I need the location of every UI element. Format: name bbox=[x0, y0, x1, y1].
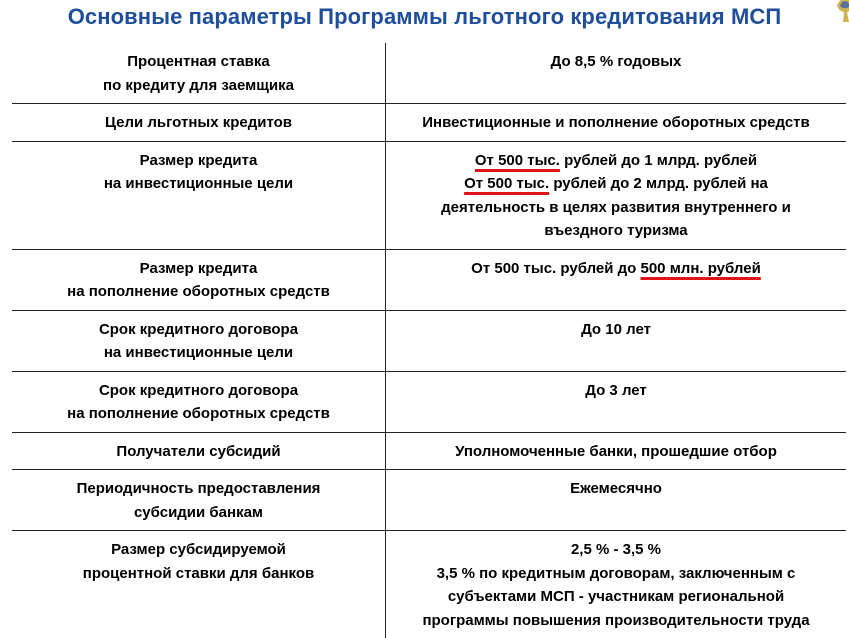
highlighted-value: От 500 тыс. bbox=[464, 175, 550, 192]
parameter-name-cell bbox=[12, 531, 386, 638]
parameter-name-line: на пополнение оборотных средств bbox=[67, 405, 330, 422]
parameter-name-line: процентной ставки для банков bbox=[82, 564, 315, 582]
parameter-name-cell bbox=[12, 142, 386, 249]
parameter-name-line: Цели льготных кредитов bbox=[104, 114, 292, 131]
table-row bbox=[12, 311, 846, 372]
value-text: рублей до 2 млрд. рублей на bbox=[549, 175, 768, 192]
value-text: деятельность в целях развития внутреннего и bbox=[441, 198, 791, 216]
parameter-name-line: Срок кредитного договора bbox=[98, 381, 299, 399]
emblem-icon bbox=[835, 0, 849, 26]
value-text: въездного туризма bbox=[544, 222, 688, 239]
parameter-name-line: на пополнение оборотных средств bbox=[67, 283, 330, 300]
value-text: До 8,5 % годовых bbox=[550, 53, 682, 70]
parameter-value-line bbox=[390, 257, 842, 281]
value-text: До 10 лет bbox=[581, 320, 651, 338]
parameter-value-line bbox=[390, 440, 842, 464]
page-title: Основные параметры Программы льготного кредитования МСП bbox=[67, 4, 782, 29]
parameter-value-cell bbox=[386, 531, 846, 638]
table-row bbox=[12, 250, 846, 311]
parameter-value-cell bbox=[386, 104, 846, 141]
value-text: Инвестиционные и пополнение оборотных средств bbox=[422, 114, 810, 131]
value-text: программы повышения производительности труда bbox=[422, 611, 810, 629]
parameter-value-line bbox=[390, 196, 842, 220]
parameter-name-cell bbox=[12, 433, 386, 470]
parameter-value-line bbox=[390, 318, 842, 342]
parameters-table bbox=[12, 43, 846, 638]
parameter-name-line: на инвестиционные цели bbox=[103, 175, 294, 192]
parameter-value-line bbox=[390, 219, 842, 243]
table-row bbox=[12, 372, 846, 433]
parameter-name-line: Размер субсидируемой bbox=[111, 541, 286, 558]
parameter-name-cell bbox=[12, 43, 386, 103]
parameter-name-cell bbox=[12, 470, 386, 530]
parameter-value-cell bbox=[386, 43, 846, 103]
parameter-name-line: Размер кредита bbox=[139, 151, 258, 169]
table-row bbox=[12, 433, 846, 471]
parameter-value-cell bbox=[386, 470, 846, 530]
value-text: До 3 лет bbox=[585, 381, 647, 399]
parameter-value-line bbox=[390, 111, 842, 135]
parameter-value-cell bbox=[386, 372, 846, 432]
value-text: Ежемесячно bbox=[570, 480, 662, 497]
parameter-value-line bbox=[390, 609, 842, 633]
parameter-name-line: субсидии банкам bbox=[133, 503, 264, 521]
parameter-value-line bbox=[390, 538, 842, 562]
highlighted-value: 500 млн. рублей bbox=[640, 259, 761, 277]
parameter-value-line bbox=[390, 477, 842, 501]
table-row bbox=[12, 531, 846, 638]
parameter-value-line bbox=[390, 50, 842, 74]
parameter-name-line: Периодичность предоставления bbox=[76, 480, 321, 497]
parameter-name-line: Размер кредита bbox=[139, 259, 258, 277]
value-text: субъектами МСП - участникам региональной bbox=[447, 588, 785, 605]
table-row bbox=[12, 43, 846, 104]
parameter-name-cell bbox=[12, 311, 386, 371]
value-text: 2,5 % - 3,5 % bbox=[570, 541, 662, 558]
parameter-value-line bbox=[390, 149, 842, 173]
parameter-value-line bbox=[390, 585, 842, 609]
parameter-value-cell bbox=[386, 250, 846, 310]
parameter-name-cell bbox=[12, 104, 386, 141]
parameter-name-line: Срок кредитного договора bbox=[98, 320, 299, 338]
parameter-value-line bbox=[390, 172, 842, 196]
parameter-name-cell bbox=[12, 372, 386, 432]
parameter-value-line bbox=[390, 562, 842, 586]
parameter-value-line bbox=[390, 379, 842, 403]
table-row bbox=[12, 142, 846, 250]
parameter-value-cell bbox=[386, 311, 846, 371]
table-row bbox=[12, 470, 846, 531]
parameter-value-cell bbox=[386, 142, 846, 249]
parameter-name-cell bbox=[12, 250, 386, 310]
parameter-value-cell bbox=[386, 433, 846, 470]
parameter-name-line: по кредиту для заемщика bbox=[103, 76, 294, 94]
value-text: Уполномоченные банки, прошедшие отбор bbox=[455, 442, 777, 460]
table-row bbox=[12, 104, 846, 142]
highlighted-value: От 500 тыс. bbox=[474, 151, 560, 169]
parameter-name-line: Процентная ставка bbox=[127, 53, 270, 70]
value-text: рублей до 1 млрд. рублей bbox=[559, 151, 758, 169]
parameter-name-line: Получатели субсидий bbox=[116, 442, 281, 460]
parameter-name-line: на инвестиционные цели bbox=[103, 344, 294, 361]
value-text: 3,5 % по кредитным договорам, заключенным с bbox=[436, 564, 796, 582]
value-text: От 500 тыс. рублей до bbox=[471, 259, 641, 277]
